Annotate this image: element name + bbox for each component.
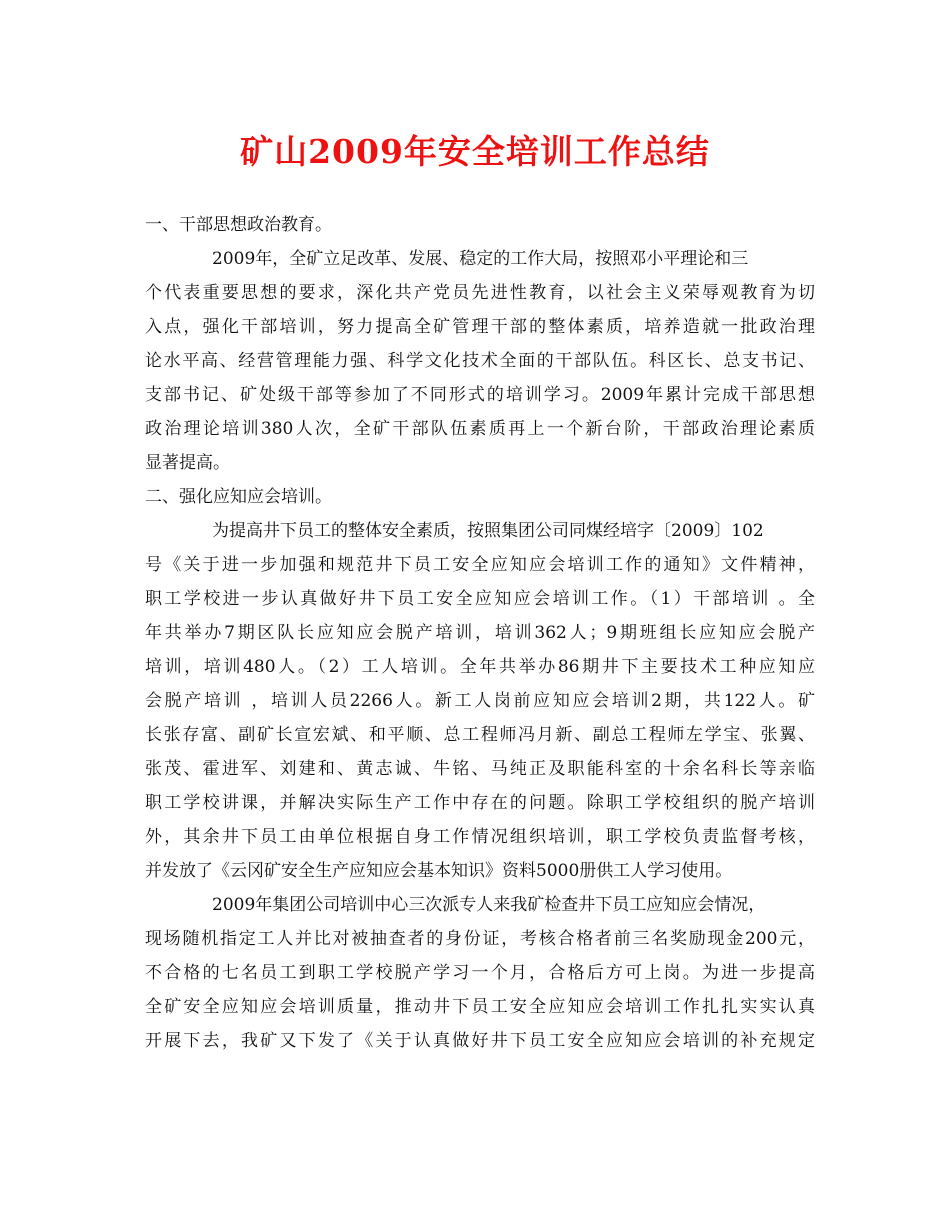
paragraph-line: 全矿安全应知应会培训质量，推动井下员工安全应知应会培训工作扎扎实实认真 <box>145 997 815 1017</box>
paragraph-line: 职工学校进一步认真做好井下员工安全应知应会培训工作。（1）干部培训 。全 <box>145 589 815 609</box>
paragraph-line: 会脱产培训 ，培训人员2266人。新工人岗前应知应会培训2期，共122人。矿 <box>145 691 815 711</box>
paragraph-line: 培训，培训480人。（2）工人培训。全年共举办86期井下主要技术工种应知应 <box>145 657 815 677</box>
paragraph-line: 号《关于进一步加强和规范井下员工安全应知应会培训工作的通知》文件精神， <box>145 555 815 575</box>
paragraph-line: 外，其余井下员工由单位根据自身工作情况组织培训，职工学校负责监督考核， <box>145 827 815 847</box>
paragraph-line: 2009年集团公司培训中心三次派专人来我矿检查井下员工应知应会情况， <box>212 895 766 915</box>
paragraph-line: 长张存富、副矿长宣宏斌、和平顺、总工程师冯月新、副总工程师左学宝、张翼、 <box>145 725 815 745</box>
section-heading: 二、强化应知应会培训。 <box>145 487 332 507</box>
section-heading: 一、干部思想政治教育。 <box>145 215 332 235</box>
paragraph-line: 入点，强化干部培训，努力提高全矿管理干部的整体素质，培养造就一批政治理 <box>145 317 815 337</box>
paragraph-line: 开展下去，我矿又下发了《关于认真做好井下员工安全应知应会培训的补充规定 <box>145 1031 815 1051</box>
paragraph-line: 2009年，全矿立足改革、发展、稳定的工作大局，按照邓小平理论和三 <box>212 249 749 269</box>
paragraph-line: 支部书记、矿处级干部等参加了不同形式的培训学习。2009年累计完成干部思想 <box>145 385 815 405</box>
paragraph-line: 论水平高、经营管理能力强、科学文化技术全面的干部队伍。科区长、总支书记、 <box>145 351 815 371</box>
paragraph-line: 显著提高。 <box>145 453 230 473</box>
paragraph-line: 为提高井下员工的整体安全素质，按照集团公司同煤经培字〔2009〕102 <box>212 521 764 541</box>
paragraph-line: 现场随机指定工人并比对被抽查者的身份证，考核合格者前三名奖励现金200元， <box>145 929 815 949</box>
paragraph-line: 个代表重要思想的要求，深化共产党员先进性教育，以社会主义荣辱观教育为切 <box>145 283 815 303</box>
document-body <box>145 208 815 1058</box>
paragraph-line: 政治理论培训380人次，全矿干部队伍素质再上一个新台阶，干部政治理论素质 <box>145 419 815 439</box>
paragraph-line: 职工学校讲课，并解决实际生产工作中存在的问题。除职工学校组织的脱产培训 <box>145 793 815 813</box>
paragraph-line: 张茂、霍进军、刘建和、黄志诚、牛铭、马纯正及职能科室的十余名科长等亲临 <box>145 759 815 779</box>
document-title: 矿山2009年安全培训工作总结 <box>240 132 710 171</box>
paragraph-line: 年共举办7期区队长应知应会脱产培训，培训362人；9期班组长应知应会脱产 <box>145 623 815 643</box>
paragraph-line: 不合格的七名员工到职工学校脱产学习一个月，合格后方可上岗。为进一步提高 <box>145 963 815 983</box>
paragraph-line: 并发放了《云冈矿安全生产应知应会基本知识》资料5000册供工人学习使用。 <box>145 861 733 881</box>
